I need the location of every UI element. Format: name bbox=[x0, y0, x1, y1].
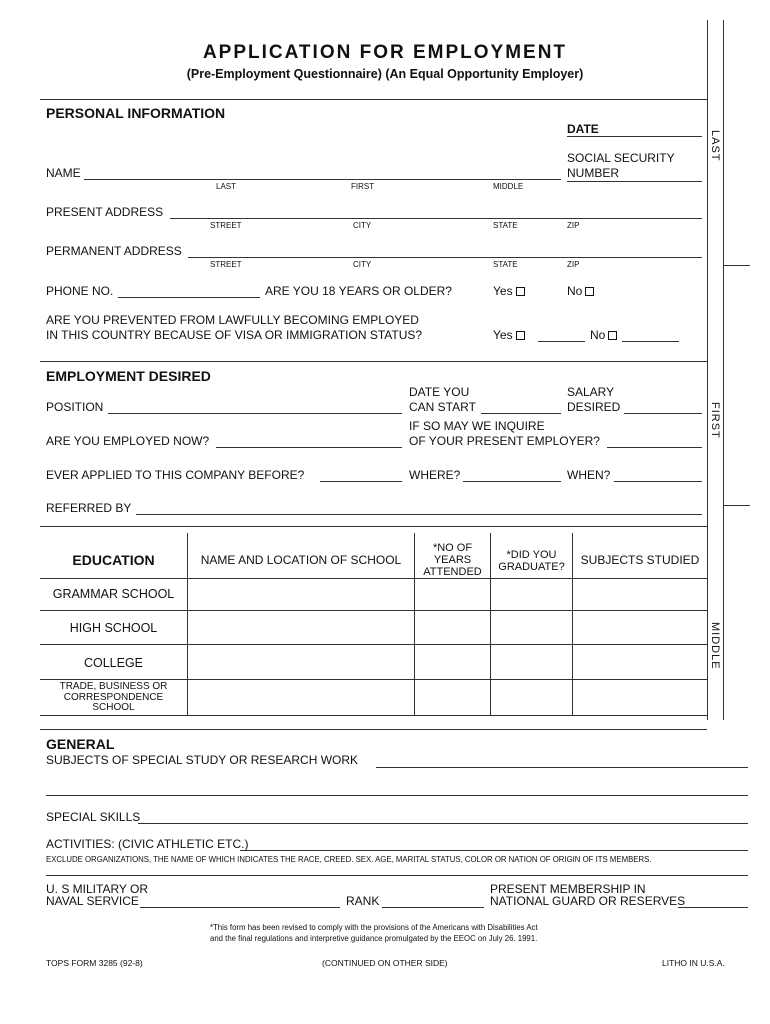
date-start-label-2: CAN START bbox=[409, 400, 476, 414]
when-field[interactable] bbox=[614, 481, 702, 482]
continued-note: (CONTINUED ON OTHER SIDE) bbox=[322, 958, 448, 968]
name-sub-last: LAST bbox=[216, 182, 237, 191]
special-study-label: SUBJECTS OF SPECIAL STUDY OR RESEARCH WORK bbox=[46, 753, 359, 767]
strip-divider bbox=[707, 20, 708, 720]
strip-border bbox=[723, 20, 724, 720]
col-header-years: *NO OF YEARS ATTENDED bbox=[423, 542, 482, 578]
rank-field[interactable] bbox=[382, 907, 484, 908]
activities-label: ACTIVITIES: (CIVIC ATHLETIC ETC.) bbox=[46, 837, 249, 851]
military-field[interactable] bbox=[140, 907, 340, 908]
col-header-graduate: *DID YOU GRADUATE? bbox=[498, 549, 565, 573]
section-heading-personal: PERSONAL INFORMATION bbox=[46, 105, 226, 121]
education-row-rule-3 bbox=[40, 679, 707, 680]
phone-field[interactable] bbox=[118, 297, 260, 298]
military-label-1: U. S MILITARY OR bbox=[46, 882, 149, 896]
employed-now-label: ARE YOU EMPLOYED NOW? bbox=[46, 434, 210, 448]
strip-label-middle: MIDDLE bbox=[709, 622, 721, 670]
education-heading: EDUCATION bbox=[72, 552, 155, 568]
inquire-field[interactable] bbox=[607, 447, 702, 448]
applied-before-label: EVER APPLIED TO THIS COMPANY BEFORE? bbox=[46, 468, 305, 482]
age-question: ARE YOU 18 YEARS OR OLDER? bbox=[265, 284, 452, 298]
employed-now-field[interactable] bbox=[216, 447, 402, 448]
present-address-label: PRESENT ADDRESS bbox=[46, 205, 164, 219]
perm-addr-sub-zip: ZIP bbox=[567, 260, 580, 269]
permanent-address-field[interactable] bbox=[188, 257, 702, 258]
visa-yes-label: Yes bbox=[493, 328, 513, 342]
when-label: WHEN? bbox=[567, 468, 611, 482]
phone-label: PHONE NO. bbox=[46, 284, 114, 298]
visa-yes-option[interactable] bbox=[493, 328, 525, 342]
edu-row-grammar: GRAMMAR SCHOOL bbox=[52, 587, 175, 601]
date-start-label-1: DATE YOU bbox=[409, 385, 470, 399]
ssn-label: SOCIAL SECURITY NUMBER bbox=[567, 151, 675, 180]
guard-label-1: PRESENT MEMBERSHIP IN bbox=[490, 882, 646, 896]
education-row-rule-2 bbox=[40, 644, 707, 645]
section-rule-personal bbox=[40, 99, 707, 100]
present-address-field[interactable] bbox=[170, 218, 702, 219]
litho-note: LITHO IN U.S.A. bbox=[662, 958, 725, 968]
activities-field-2[interactable] bbox=[46, 875, 748, 876]
strip-label-first: FIRST bbox=[709, 402, 721, 439]
age-no-label: No bbox=[567, 284, 583, 298]
visa-question-line1: ARE YOU PREVENTED FROM LAWFULLY BECOMING EMPLOYED bbox=[46, 313, 419, 327]
inquire-label-2: OF YOUR PRESENT EMPLOYER? bbox=[409, 434, 600, 448]
education-bottom-rule bbox=[40, 715, 707, 716]
applied-before-field[interactable] bbox=[320, 481, 402, 482]
salary-label-2: DESIRED bbox=[567, 400, 621, 414]
strip-line-1 bbox=[724, 265, 750, 266]
ada-note-line2: and the final regulations and interpretive guidance promulgated by the EEOC on July 26. 1991. bbox=[210, 934, 538, 943]
name-field[interactable] bbox=[84, 179, 561, 180]
visa-question-line2: IN THIS COUNTRY BECAUSE OF VISA OR IMMIGRATION STATUS? bbox=[46, 328, 423, 342]
visa-yes-line bbox=[538, 341, 585, 342]
col-header-school: NAME AND LOCATION OF SCHOOL bbox=[200, 553, 402, 567]
col-header-subjects: SUBJECTS STUDIED bbox=[580, 553, 700, 567]
position-field[interactable] bbox=[108, 413, 402, 414]
perm-addr-sub-state: STATE bbox=[493, 260, 518, 269]
education-header-rule bbox=[40, 578, 707, 579]
exclude-note: EXCLUDE ORGANIZATIONS, THE NAME OF WHICH INDICATES THE RACE, CREED. SEX. AGE, MARITAL STATUS, COLOR OR NATION OF ORIGIN OF ITS MEMBERS. bbox=[46, 855, 652, 864]
visa-no-checkbox[interactable] bbox=[608, 331, 617, 340]
age-yes-option[interactable] bbox=[493, 284, 525, 298]
ssn-field[interactable] bbox=[567, 181, 702, 182]
inquire-label-1: IF SO MAY WE INQUIRE bbox=[409, 419, 545, 433]
age-yes-label: Yes bbox=[493, 284, 513, 298]
age-no-checkbox[interactable] bbox=[585, 287, 594, 296]
visa-no-option[interactable] bbox=[590, 328, 617, 342]
perm-addr-sub-city: CITY bbox=[353, 260, 372, 269]
section-rule-employment bbox=[40, 361, 707, 362]
special-skills-label: SPECIAL SKILLS bbox=[46, 810, 141, 824]
referred-by-field[interactable] bbox=[136, 514, 702, 515]
position-label: POSITION bbox=[46, 400, 104, 414]
strip-label-last: LAST bbox=[709, 130, 721, 162]
edu-row-college: COLLEGE bbox=[83, 656, 144, 670]
section-rule-general bbox=[40, 729, 707, 730]
visa-no-label: No bbox=[590, 328, 606, 342]
salary-label-1: SALARY bbox=[567, 385, 615, 399]
rank-label: RANK bbox=[346, 894, 380, 908]
date-start-field[interactable] bbox=[481, 413, 561, 414]
date-label: DATE bbox=[567, 122, 599, 136]
form-subtitle: (Pre-Employment Questionnaire) (An Equal Opportunity Employer) bbox=[186, 67, 584, 81]
guard-field[interactable] bbox=[678, 907, 748, 908]
ada-note-line1: *This form has been revised to comply with the provisions of the Americans with Disabilities Act bbox=[210, 923, 538, 932]
name-sub-first: FIRST bbox=[351, 182, 375, 191]
present-addr-sub-zip: ZIP bbox=[567, 221, 580, 230]
special-study-field[interactable] bbox=[376, 767, 748, 768]
age-no-option[interactable] bbox=[567, 284, 594, 298]
visa-yes-checkbox[interactable] bbox=[516, 331, 525, 340]
form-title: APPLICATION FOR EMPLOYMENT bbox=[202, 42, 568, 63]
salary-field[interactable] bbox=[624, 413, 702, 414]
guard-label-2: NATIONAL GUARD OR RESERVES bbox=[490, 894, 686, 908]
edu-row-trade: TRADE, BUSINESS OR CORRESPONDENCE SCHOOL bbox=[59, 681, 168, 713]
section-heading-employment: EMPLOYMENT DESIRED bbox=[46, 368, 211, 384]
special-study-field-2[interactable] bbox=[46, 795, 748, 796]
present-addr-sub-street: STREET bbox=[210, 221, 242, 230]
name-sub-middle: MIDDLE bbox=[493, 182, 524, 191]
visa-no-line bbox=[622, 341, 679, 342]
activities-field[interactable] bbox=[240, 850, 748, 851]
special-skills-field[interactable] bbox=[138, 823, 748, 824]
perm-addr-sub-street: STREET bbox=[210, 260, 242, 269]
section-heading-general: GENERAL bbox=[46, 736, 115, 752]
permanent-address-label: PERMANENT ADDRESS bbox=[46, 244, 182, 258]
name-label: NAME bbox=[46, 166, 81, 180]
where-field[interactable] bbox=[463, 481, 561, 482]
age-yes-checkbox[interactable] bbox=[516, 287, 525, 296]
present-addr-sub-state: STATE bbox=[493, 221, 518, 230]
education-row-rule-1 bbox=[40, 610, 707, 611]
referred-by-label: REFERRED BY bbox=[46, 501, 132, 515]
where-label: WHERE? bbox=[409, 468, 461, 482]
form-number: TOPS FORM 3285 (92-8) bbox=[46, 958, 143, 968]
present-addr-sub-city: CITY bbox=[353, 221, 372, 230]
strip-line-2 bbox=[724, 505, 750, 506]
edu-row-high-school: HIGH SCHOOL bbox=[69, 621, 158, 635]
military-label-2: NAVAL SERVICE bbox=[46, 894, 139, 908]
education-top-rule bbox=[40, 526, 707, 527]
date-field[interactable] bbox=[567, 136, 702, 137]
